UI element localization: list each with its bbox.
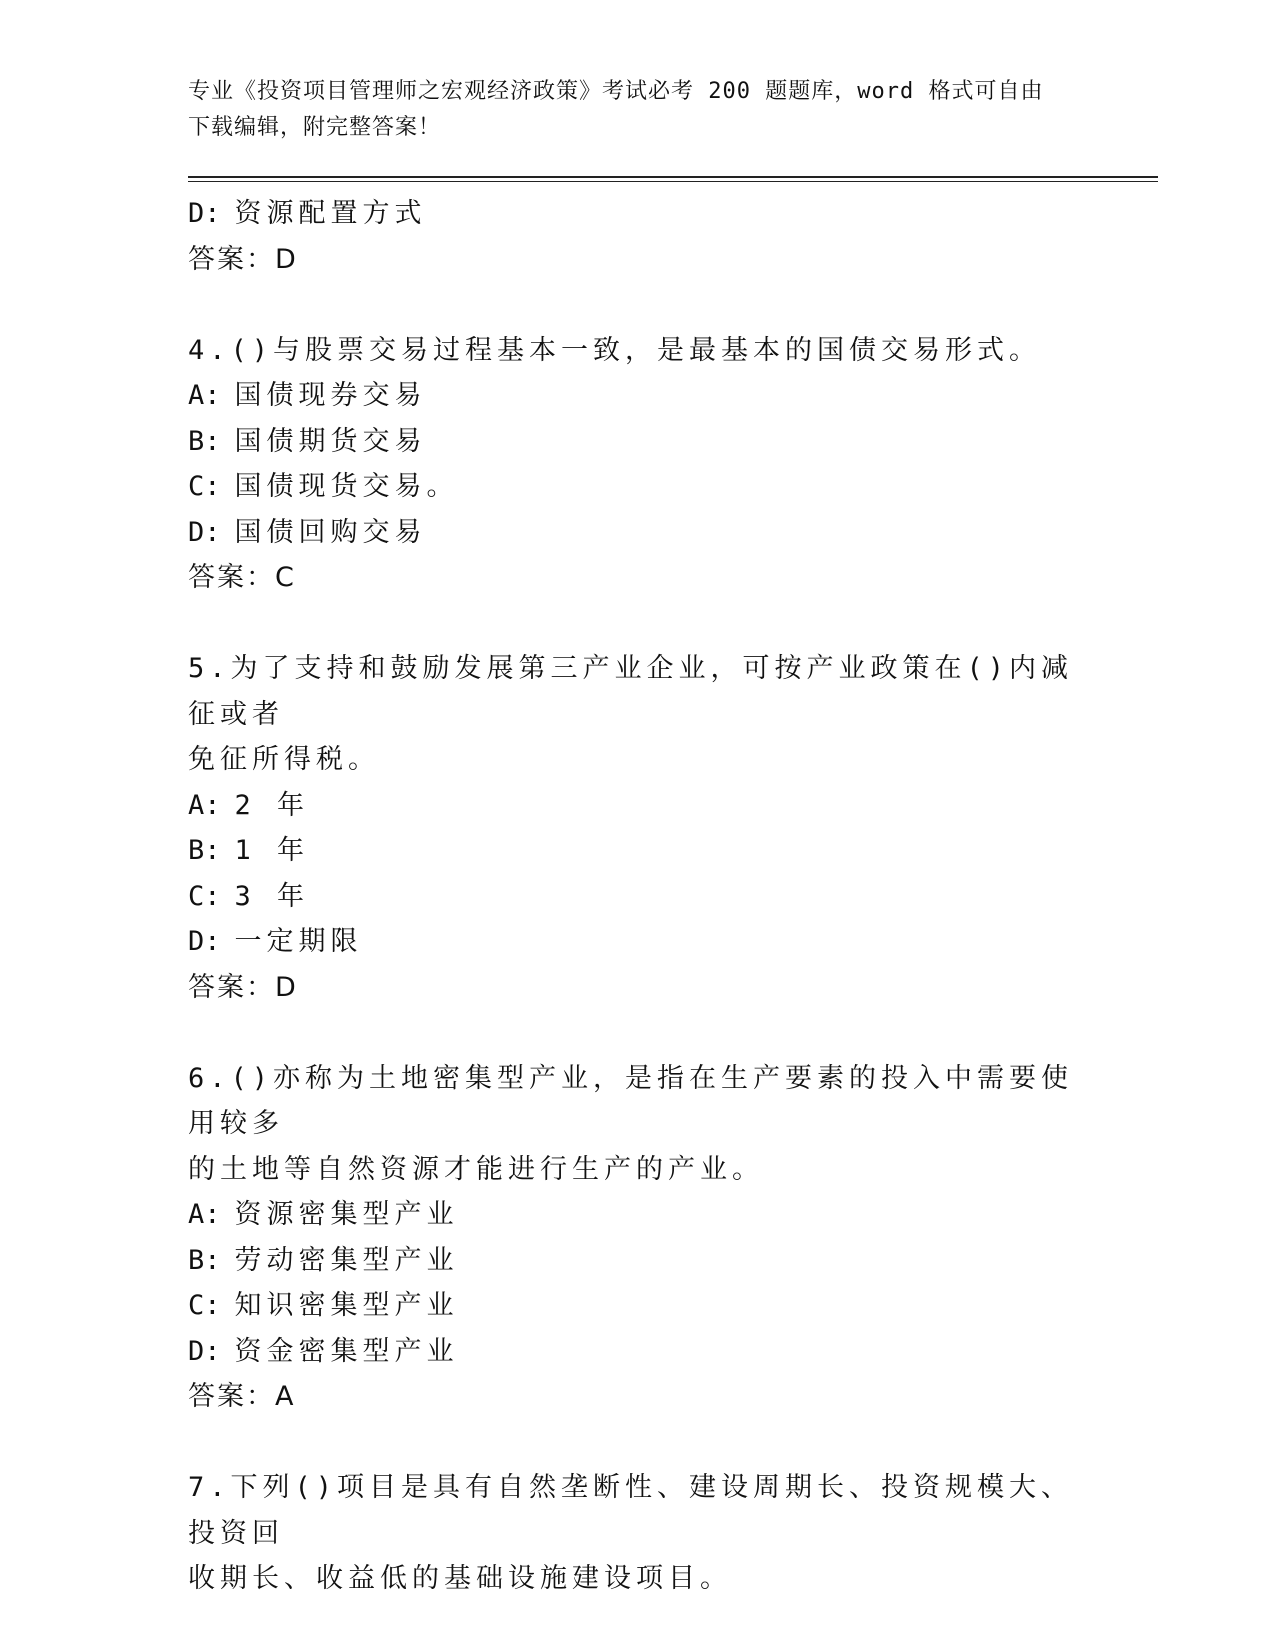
option-label: C: <box>188 880 221 912</box>
option-a <box>188 373 1088 419</box>
option-label: D: <box>188 926 221 957</box>
option-text: 资金密集型产业 <box>234 1335 459 1367</box>
question-stem-line: 6.()亦称为土地密集型产业，是指在生产要素的投入中需要使用较多 <box>188 1062 1074 1139</box>
option-text: 国债回购交易 <box>234 516 427 548</box>
option-text: 资源配置方式 <box>234 198 427 229</box>
option-text: 劳动密集型产业 <box>234 1244 459 1276</box>
header-divider-thick <box>188 176 1158 178</box>
question-4 <box>188 328 1088 601</box>
question-stem-line: 免征所得税。 <box>188 744 380 775</box>
question-6 <box>188 1056 1088 1420</box>
option-label: D: <box>188 1335 221 1367</box>
option-d <box>188 1329 1088 1375</box>
option-text: 知识密集型产业 <box>234 1290 459 1321</box>
question-7 <box>188 1465 1088 1602</box>
option-text: 资源密集型产业 <box>234 1199 459 1230</box>
option-label: C: <box>188 471 221 502</box>
option-b <box>188 1238 1088 1284</box>
option-label: A: <box>188 1199 221 1230</box>
option-label: C: <box>188 1290 221 1321</box>
question-5 <box>188 646 1088 1010</box>
option-text: 1 年 <box>234 835 310 866</box>
question-stem-line: 的土地等自然资源才能进行生产的产业。 <box>188 1153 764 1185</box>
question-stem-line: 4.()与股票交易过程基本一致，是最基本的国债交易形式。 <box>188 334 1042 366</box>
spacer <box>188 282 1088 328</box>
answer-line: 答案：A <box>188 1381 296 1412</box>
answer-line: 答案：C <box>188 562 296 593</box>
option-label: A: <box>188 380 221 411</box>
option-c <box>188 874 1088 920</box>
spacer <box>188 601 1088 647</box>
answer-line: 答案：D <box>188 971 298 1003</box>
option-text: 3 年 <box>234 880 310 912</box>
spacer <box>188 1010 1088 1056</box>
option-c <box>188 1283 1088 1329</box>
option-text: 2 年 <box>234 789 310 821</box>
question-3-tail <box>188 191 1088 282</box>
option-label: B: <box>188 425 221 457</box>
header-line-2: 下载编辑，附完整答案！ <box>188 115 442 140</box>
option-a <box>188 783 1088 829</box>
option-text: 一定期限 <box>234 926 363 957</box>
option-d <box>188 510 1088 556</box>
option-label: A: <box>188 789 221 821</box>
spacer <box>188 1420 1088 1466</box>
question-list <box>188 191 1088 1602</box>
option-text: 国债现券交易 <box>234 380 427 411</box>
option-b <box>188 419 1088 465</box>
header-line-1: 专业《投资项目管理师之宏观经济政策》考试必考 200 题题库，word 格式可自由 <box>188 79 1044 104</box>
question-stem-line: 5.为了支持和鼓励发展第三产业企业，可按产业政策在()内减征或者 <box>188 653 1074 730</box>
option-label: B: <box>188 835 221 866</box>
header-divider-thin <box>188 181 1158 182</box>
option-c <box>188 464 1088 510</box>
option-label: D: <box>188 198 221 229</box>
question-stem-line: 收期长、收益低的基础设施建设项目。 <box>188 1563 732 1594</box>
option-a <box>188 1192 1088 1238</box>
option-d <box>188 919 1088 965</box>
option-label: B: <box>188 1244 221 1276</box>
answer-line: 答案：D <box>188 243 298 275</box>
option-text: 国债期货交易 <box>234 425 427 457</box>
option-text: 国债现货交易。 <box>234 471 459 502</box>
document-header <box>188 74 1078 146</box>
option-b <box>188 828 1088 874</box>
option-label: D: <box>188 516 221 548</box>
option-d <box>188 191 1088 237</box>
question-stem-line: 7.下列()项目是具有自然垄断性、建设周期长、投资规模大、投资回 <box>188 1472 1074 1549</box>
